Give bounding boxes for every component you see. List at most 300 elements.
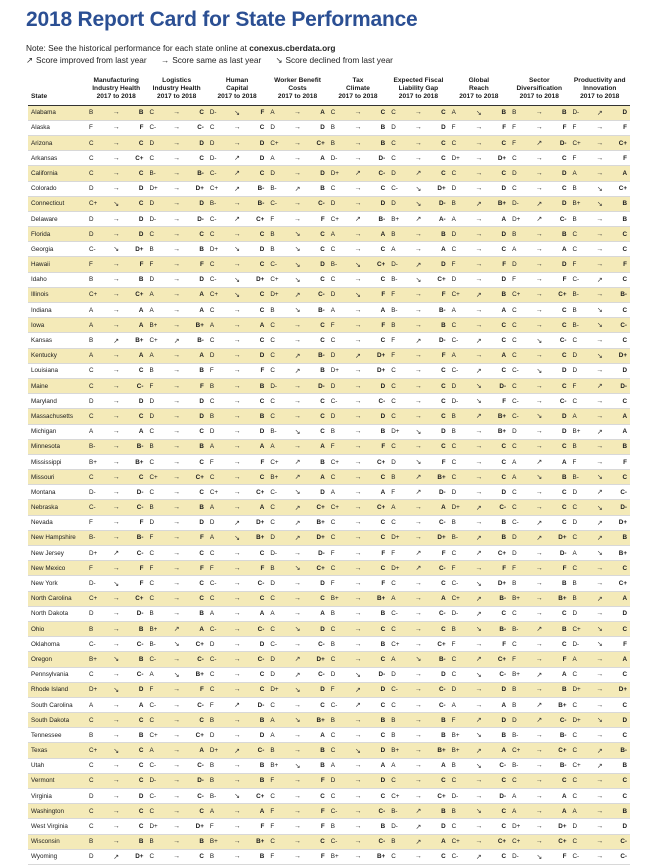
grade-2018: D- xyxy=(620,504,627,512)
column-header xyxy=(207,77,267,105)
grade-2017: B xyxy=(209,762,215,770)
table-row xyxy=(28,773,630,788)
grade-2017: D+ xyxy=(209,747,219,755)
grade-cell xyxy=(267,576,327,591)
grade-2017: C xyxy=(451,473,457,481)
grade-2018: C- xyxy=(318,671,325,679)
grade-cell xyxy=(207,561,267,576)
grade-2017: D+ xyxy=(512,215,521,223)
arrow-right-icon: → xyxy=(233,595,241,603)
arrow-right-icon: → xyxy=(414,853,422,861)
grade-2018: C xyxy=(441,580,446,588)
state-name: Maryland xyxy=(28,394,86,409)
grade-2017: C xyxy=(572,671,578,679)
grade-2018: B- xyxy=(197,337,204,345)
column-header-line: Manufacturing xyxy=(93,77,139,84)
table-row xyxy=(28,303,630,318)
table-row xyxy=(28,682,630,697)
grade-2017: B xyxy=(149,443,154,451)
grade-2017: F xyxy=(270,807,275,815)
grade-2018: C+ xyxy=(135,291,144,299)
arrow-right-icon: → xyxy=(354,716,362,724)
grade-2017: D xyxy=(391,200,396,208)
grade-2017: A xyxy=(270,731,275,739)
grade-2017: D xyxy=(270,124,275,132)
arrow-right-icon: → xyxy=(233,716,241,724)
arrow-right-icon: → xyxy=(596,139,604,147)
arrow-up-right-icon: ↗ xyxy=(596,534,603,542)
arrow-right-icon: → xyxy=(173,139,181,147)
grade-2018: C- xyxy=(318,200,325,208)
arrow-right-icon: → xyxy=(354,154,362,162)
arrow-right-icon: → xyxy=(535,655,543,663)
grade-cell xyxy=(328,546,388,561)
grade-2017: D+ xyxy=(572,716,581,724)
arrow-right-icon: → xyxy=(233,655,241,663)
note-link[interactable]: conexus.cberdata.org xyxy=(249,43,336,53)
grade-cell xyxy=(207,576,267,591)
grade-cell xyxy=(328,804,388,819)
grade-cell xyxy=(146,789,206,804)
grade-2018: C xyxy=(259,291,265,299)
grade-2017: C- xyxy=(572,276,580,284)
grade-2017: D xyxy=(89,792,94,800)
grade-cell xyxy=(449,758,509,773)
grade-2018: B xyxy=(380,716,386,724)
arrow-right-icon: → xyxy=(414,731,422,739)
arrow-right-icon: → xyxy=(294,777,302,785)
arrow-right-icon: → xyxy=(414,154,422,162)
grade-2017: D+ xyxy=(391,428,400,436)
grade-2017: D xyxy=(89,610,94,618)
arrow-down-right-icon: ↘ xyxy=(596,474,603,482)
arrow-right-icon: → xyxy=(112,215,120,223)
grade-2017: A xyxy=(391,595,396,603)
grade-2018: D xyxy=(138,215,144,223)
grade-cell xyxy=(388,227,448,242)
arrow-right-icon: → xyxy=(414,625,422,633)
grade-2017: A xyxy=(572,807,577,815)
arrow-right-icon: → xyxy=(596,701,604,709)
arrow-right-icon: → xyxy=(112,488,120,496)
grade-cell xyxy=(207,667,267,682)
column-header-line: Industry Health xyxy=(92,85,141,93)
arrow-right-icon: → xyxy=(535,352,543,360)
grade-cell xyxy=(207,409,267,424)
grade-2017: B+ xyxy=(89,655,97,663)
grade-2017: C- xyxy=(149,124,157,132)
grade-cell xyxy=(86,561,146,576)
grade-2018: A xyxy=(622,428,627,436)
arrow-right-icon: → xyxy=(354,139,362,147)
arrow-right-icon: → xyxy=(475,139,483,147)
arrow-right-icon: → xyxy=(354,124,362,132)
grade-2018: C xyxy=(380,655,386,663)
grade-cell xyxy=(570,758,631,773)
grade-2018: C xyxy=(622,397,627,405)
grade-2018: C xyxy=(259,671,265,679)
grade-2017: C xyxy=(512,185,517,193)
grade-2018: B- xyxy=(318,306,325,314)
grade-2017: D- xyxy=(391,261,398,269)
grade-cell xyxy=(449,135,509,150)
arrow-right-icon: → xyxy=(233,564,241,572)
grade-2018: D xyxy=(561,169,567,177)
grade-2018: C xyxy=(441,412,446,420)
arrow-down-right-icon: ↘ xyxy=(355,747,361,755)
arrow-down-right-icon: ↘ xyxy=(475,398,482,406)
grade-2018: C xyxy=(561,488,567,496)
grade-2017: C- xyxy=(451,853,459,861)
grade-cell xyxy=(570,424,631,439)
grade-cell xyxy=(267,789,327,804)
arrow-down-right-icon: ↘ xyxy=(415,276,422,284)
grade-2017: F xyxy=(209,823,214,831)
arrow-right-icon: → xyxy=(475,230,483,238)
grade-cell xyxy=(570,409,631,424)
grade-2017: B+ xyxy=(149,625,158,633)
grade-2018: F xyxy=(320,777,325,785)
grade-2017: B- xyxy=(572,473,579,481)
arrow-right-icon: → xyxy=(596,671,604,679)
grade-2018: C xyxy=(441,443,446,451)
grade-2018: C xyxy=(138,367,144,375)
grade-2018: B+ xyxy=(135,458,144,466)
grade-2017: F xyxy=(512,655,516,663)
arrow-right-icon: → xyxy=(414,671,422,679)
state-name: Montana xyxy=(28,485,86,500)
grade-2017: F xyxy=(572,458,577,466)
grade-2018: D- xyxy=(197,777,204,785)
grade-cell xyxy=(86,363,146,378)
grade-cell xyxy=(207,591,267,606)
grade-cell xyxy=(267,849,327,864)
grade-cell xyxy=(86,773,146,788)
grade-2017: C xyxy=(270,701,275,709)
grade-cell xyxy=(509,682,569,697)
grade-cell xyxy=(267,409,327,424)
grade-2018: B xyxy=(380,124,386,132)
arrow-right-icon: → xyxy=(354,306,362,314)
grade-cell xyxy=(328,849,388,864)
grade-2018: A xyxy=(259,504,265,512)
grade-cell xyxy=(146,227,206,242)
arrow-right-icon: → xyxy=(173,412,181,420)
arrow-down-right-icon: ↘ xyxy=(596,626,603,634)
grade-cell xyxy=(570,530,631,545)
grade-2017: A xyxy=(512,473,517,481)
grade-cell xyxy=(388,621,448,636)
grade-cell xyxy=(388,652,448,667)
grade-2018: B- xyxy=(438,306,446,314)
grade-cell xyxy=(449,303,509,318)
grade-2018: D- xyxy=(438,488,446,496)
state-name: New Mexico xyxy=(28,561,86,576)
grade-cell xyxy=(86,333,146,348)
grade-2018: B xyxy=(320,747,325,755)
grade-2018: B+ xyxy=(376,853,386,861)
grade-cell xyxy=(86,500,146,515)
grade-2018: D+ xyxy=(256,519,265,527)
arrow-right-icon: → xyxy=(112,807,120,815)
arrow-right-icon: → xyxy=(596,807,604,815)
column-header-line: Diversification xyxy=(516,85,562,93)
grade-2017: C xyxy=(451,169,457,177)
grade-cell xyxy=(509,576,569,591)
grade-2018: C xyxy=(320,428,325,436)
grade-cell xyxy=(146,591,206,606)
grade-cell xyxy=(86,697,146,712)
grade-2018: C- xyxy=(499,671,507,679)
arrow-right-icon: → xyxy=(354,853,362,861)
arrow-right-icon: → xyxy=(414,580,422,588)
table-row xyxy=(28,242,630,257)
grade-2018: D xyxy=(259,139,265,147)
grade-cell xyxy=(267,242,327,257)
grade-2017: D xyxy=(512,549,517,557)
grade-cell xyxy=(267,211,327,226)
arrow-right-icon: → xyxy=(475,245,483,253)
grade-cell xyxy=(509,637,569,652)
grade-2018: C xyxy=(561,352,567,360)
arrow-right-icon: → xyxy=(535,397,543,405)
grade-cell xyxy=(328,394,388,409)
grade-cell xyxy=(388,287,448,302)
grade-cell xyxy=(509,728,569,743)
grade-cell xyxy=(388,105,448,120)
grade-2018: C xyxy=(561,443,567,451)
grade-2018: D xyxy=(138,686,144,694)
grade-2017: A xyxy=(270,109,275,117)
grade-cell xyxy=(449,272,509,287)
grade-2018: C- xyxy=(318,640,325,648)
grade-cell xyxy=(570,181,631,196)
grade-cell xyxy=(267,454,327,469)
arrow-right-icon: → xyxy=(414,245,422,253)
grade-cell xyxy=(86,257,146,272)
table-row xyxy=(28,166,630,181)
grade-2018: C xyxy=(259,397,265,405)
arrow-right-icon: → xyxy=(233,671,241,679)
grade-2017: C xyxy=(391,382,396,390)
grade-2017: A xyxy=(209,610,215,618)
grade-2017: D xyxy=(149,139,154,147)
grade-2018: C- xyxy=(136,549,144,557)
grade-cell xyxy=(267,333,327,348)
table-row xyxy=(28,530,630,545)
column-header xyxy=(388,77,448,105)
table-row xyxy=(28,758,630,773)
grade-cell xyxy=(146,485,206,500)
grade-cell xyxy=(509,515,569,530)
arrow-right-icon: → xyxy=(173,655,181,663)
grade-2018: C- xyxy=(438,564,446,572)
grade-cell xyxy=(509,454,569,469)
table-row xyxy=(28,394,630,409)
grade-cell xyxy=(86,272,146,287)
arrow-right-icon: → xyxy=(414,397,422,405)
grade-2018: C xyxy=(199,807,204,815)
grade-2017: C xyxy=(270,792,275,800)
grade-2018: C- xyxy=(438,519,446,527)
table-row xyxy=(28,470,630,485)
grade-2018: F xyxy=(139,519,144,527)
grade-cell xyxy=(207,363,267,378)
arrow-up-right-icon: ↗ xyxy=(294,459,301,467)
grade-2017: F xyxy=(270,823,275,831)
arrow-right-icon: → xyxy=(354,230,362,238)
arrow-up-right-icon: ↗ xyxy=(596,109,603,117)
grade-2017: C- xyxy=(330,701,338,709)
arrow-right-icon: → xyxy=(233,549,241,557)
grade-cell xyxy=(207,713,267,728)
grade-2017: D xyxy=(89,215,94,223)
grade-2017: C xyxy=(330,534,336,542)
grade-2018: D xyxy=(501,185,507,193)
grade-2017: B- xyxy=(209,792,217,800)
state-name: Washington xyxy=(28,804,86,819)
arrow-up-right-icon: ↗ xyxy=(294,291,301,299)
grade-cell xyxy=(449,591,509,606)
grade-2018: F xyxy=(562,564,567,572)
arrow-up-right-icon: ↗ xyxy=(355,702,361,710)
arrow-right-icon: → xyxy=(596,655,604,663)
grade-cell xyxy=(570,151,631,166)
arrow-down-right-icon: ↘ xyxy=(113,656,120,664)
grade-cell xyxy=(328,834,388,849)
grade-cell xyxy=(509,287,569,302)
grade-2017: C+ xyxy=(512,838,521,846)
arrow-right-icon: → xyxy=(354,458,362,466)
grade-cell xyxy=(509,546,569,561)
grade-cell xyxy=(328,287,388,302)
grade-2017: B+ xyxy=(209,838,218,846)
grade-2017: F xyxy=(330,580,335,588)
grade-2018: D+ xyxy=(135,245,144,253)
arrow-right-icon: → xyxy=(233,580,241,588)
grade-2018: D xyxy=(320,124,325,132)
grade-2017: C+ xyxy=(451,291,460,299)
grade-cell xyxy=(449,819,509,834)
grade-cell xyxy=(509,561,569,576)
grade-2018: B- xyxy=(378,215,386,223)
grade-2018: B+ xyxy=(316,519,325,527)
grade-2017: C+ xyxy=(89,747,98,755)
grade-2017: C- xyxy=(270,640,277,648)
arrow-right-icon: → xyxy=(475,428,483,436)
grade-2018: D+ xyxy=(195,823,204,831)
grade-2018: F xyxy=(502,564,507,572)
grade-2018: B xyxy=(259,716,265,724)
grade-2018: B xyxy=(199,610,204,618)
grade-2018: C xyxy=(259,169,265,177)
grade-2017: B- xyxy=(512,625,519,633)
arrow-right-icon: → xyxy=(173,245,181,253)
arrow-right-icon: → xyxy=(112,367,120,375)
grade-cell xyxy=(267,181,327,196)
grade-cell xyxy=(207,242,267,257)
grade-cell xyxy=(146,409,206,424)
arrow-right-icon: → xyxy=(173,321,181,329)
grade-2018: C xyxy=(501,169,507,177)
column-header-line: Worker Benefit xyxy=(274,77,321,84)
arrow-down-right-icon: ↘ xyxy=(596,717,603,725)
grade-2017: B xyxy=(512,701,517,709)
arrow-right-icon: → xyxy=(414,716,422,724)
arrow-down-right-icon: ↘ xyxy=(415,656,422,664)
grade-2017: C xyxy=(451,671,457,679)
grade-2018: B+ xyxy=(558,595,567,603)
grade-2018: C+ xyxy=(195,731,204,739)
grade-cell xyxy=(86,470,146,485)
grade-2017: C- xyxy=(391,185,398,193)
grade-2017: D xyxy=(572,488,578,496)
grade-2018: D xyxy=(561,261,567,269)
arrow-down-right-icon: ↘ xyxy=(294,307,301,315)
arrow-right-icon: → xyxy=(596,686,604,694)
grade-2018: C xyxy=(501,443,507,451)
arrow-right-icon: → xyxy=(233,807,241,815)
grade-2018: D xyxy=(622,716,627,724)
arrow-right-icon: → xyxy=(173,473,181,481)
grade-2017: C xyxy=(572,701,578,709)
arrow-right-icon: → xyxy=(535,564,543,572)
arrow-down-right-icon: ↘ xyxy=(355,261,361,269)
grade-cell xyxy=(388,819,448,834)
arrow-right-icon: → xyxy=(414,777,422,785)
arrow-right-icon: → xyxy=(535,261,543,269)
grade-2018: C xyxy=(199,853,204,861)
grade-cell xyxy=(570,621,631,636)
grade-2017: B+ xyxy=(391,215,400,223)
arrow-down-right-icon: ↘ xyxy=(355,671,361,679)
table-row xyxy=(28,500,630,515)
arrow-right-icon: → xyxy=(112,671,120,679)
grade-2017: C xyxy=(149,230,154,238)
grade-cell xyxy=(328,318,388,333)
arrow-right-icon: → xyxy=(354,640,362,648)
arrow-right-icon: → xyxy=(354,807,362,815)
arrow-right-icon: → xyxy=(112,169,120,177)
grade-cell xyxy=(146,515,206,530)
grade-2018: C xyxy=(380,731,386,739)
arrow-up-right-icon: ↗ xyxy=(294,367,301,375)
grade-cell xyxy=(449,773,509,788)
grade-2018: B xyxy=(380,610,386,618)
grade-2018: B+ xyxy=(437,473,446,481)
grade-2018: F xyxy=(502,640,507,648)
grade-2018: C- xyxy=(136,671,144,679)
grade-2018: D xyxy=(259,640,265,648)
arrow-up-right-icon: ↗ xyxy=(415,823,422,831)
grade-2018: B xyxy=(380,139,386,147)
grade-2018: C+ xyxy=(558,838,567,846)
grade-2017: C xyxy=(572,397,578,405)
arrow-down-right-icon: ↘ xyxy=(294,565,301,573)
table-row xyxy=(28,849,630,864)
arrow-down-right-icon: ↘ xyxy=(234,109,241,117)
grade-2017: C xyxy=(330,276,336,284)
grade-cell xyxy=(509,318,569,333)
grade-2017: D xyxy=(391,671,396,679)
grade-2017: C xyxy=(451,655,457,663)
grade-2017: C- xyxy=(391,686,398,694)
arrow-right-icon: → xyxy=(475,261,483,269)
arrow-right-icon: → xyxy=(475,519,483,527)
grade-2017: B- xyxy=(209,200,217,208)
grade-2018: D xyxy=(441,261,446,269)
grade-2018: D+ xyxy=(437,534,446,542)
